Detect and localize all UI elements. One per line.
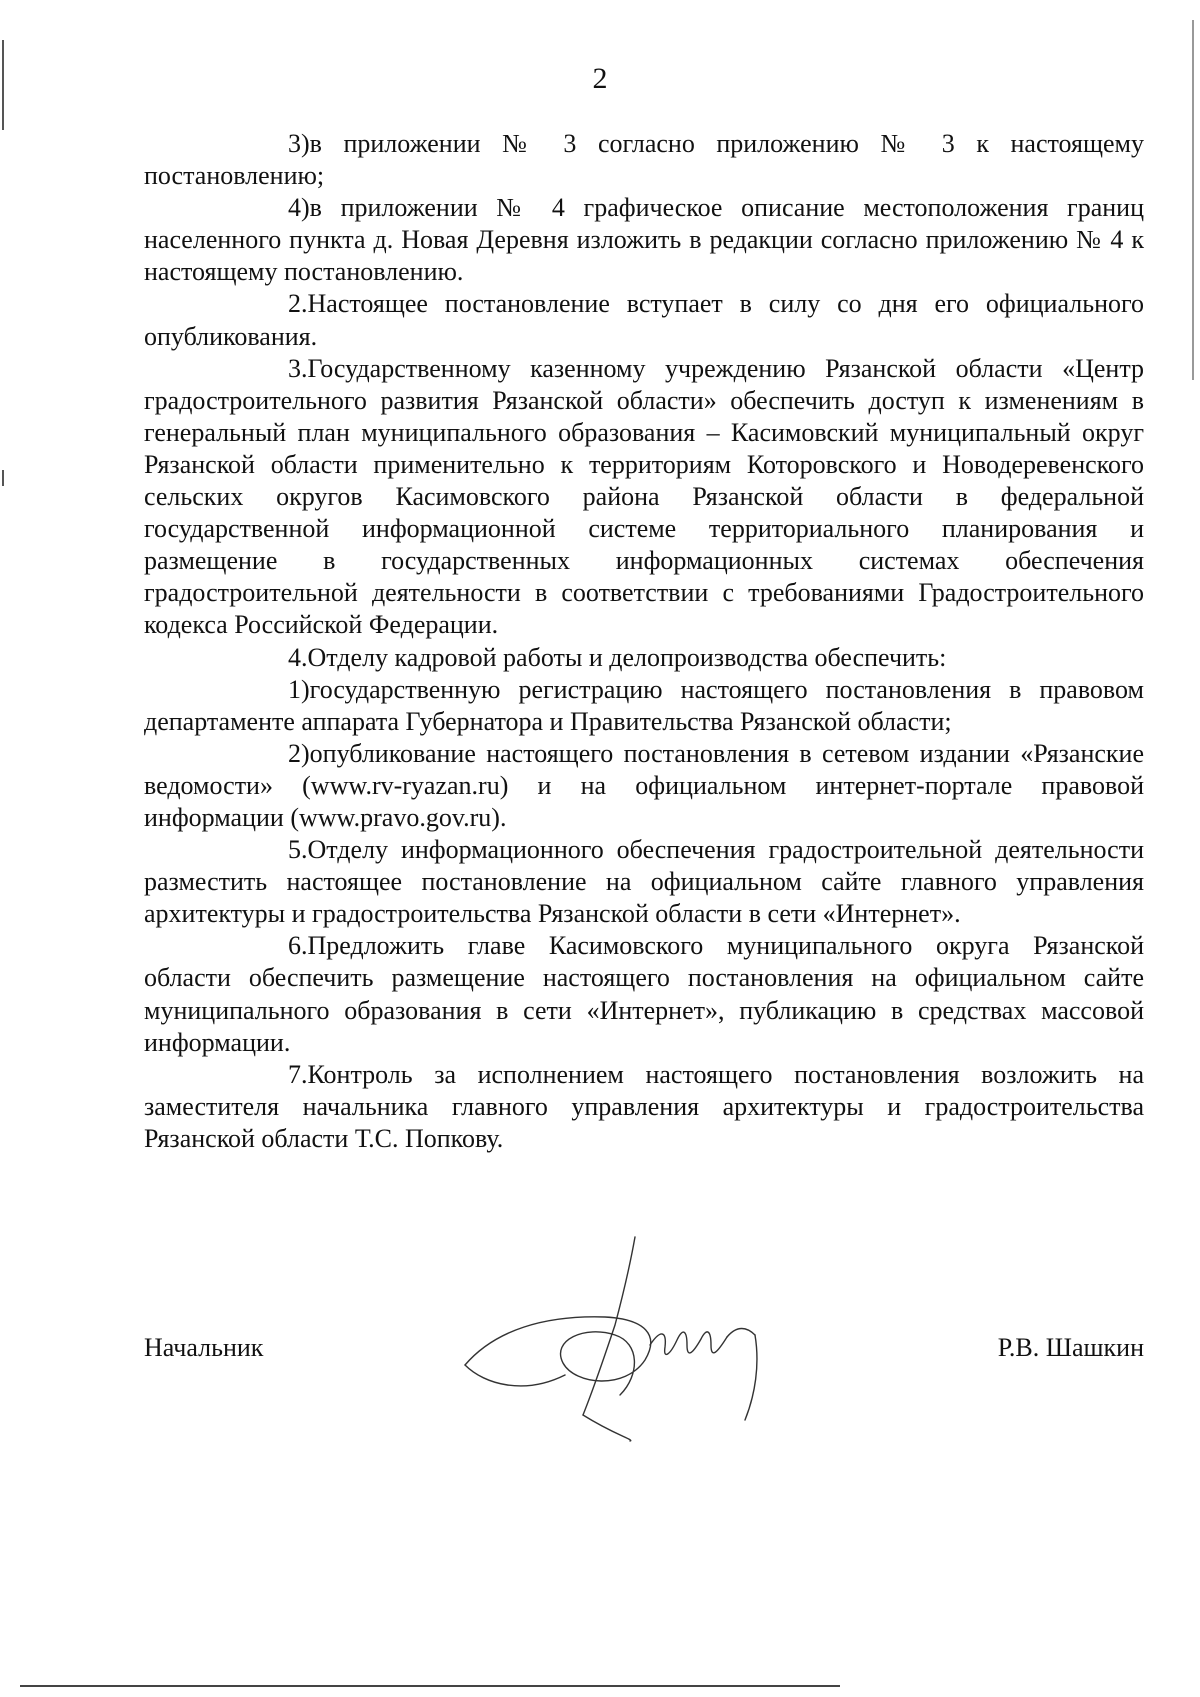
clause-text: в приложении № 3 согласно приложению № 3 к настоящему постановлению;: [144, 129, 1144, 191]
clause-number: 2.: [288, 289, 308, 319]
clause-4-2-publication: [144, 738, 1144, 834]
clause-text: опубликование настоящего постановления в сетевом издании «Рязанские ведомости» (www.rv-ryazan.ru) и на официальном интернет-портале правовой информации (www.pravo.gov.ru).: [144, 738, 1144, 832]
clause-text: Отделу кадровой работы и делопроизводства обеспечить:: [307, 642, 947, 672]
clause-number: 2): [288, 738, 310, 768]
clause-text: Предложить главе Касимовского муниципального округа Рязанской области обеспечить размещение настоящего постановления на официальном сайте муниципального образования в сети «Интернет», публикацию в средствах массовой информации.: [144, 931, 1144, 1057]
signatory-name: Р.В. Шашкин: [997, 1333, 1144, 1362]
signature-block: [144, 1325, 1144, 1375]
clause-2-effective-date: [144, 288, 1144, 352]
clause-number: 3.: [288, 353, 308, 383]
clause-number: 1): [288, 674, 310, 704]
signatory-position: Начальник: [144, 1333, 264, 1362]
clause-number: 5.: [288, 835, 308, 865]
clause-number: 4): [288, 193, 310, 223]
clause-3-appendix-3: [144, 128, 1144, 192]
page-number: 2: [592, 62, 608, 95]
scan-edge-mark: [2, 40, 4, 130]
document-body: [144, 128, 1144, 1155]
clause-text: Контроль за исполнением настоящего постановления возложить на заместителя начальника главного управления архитектуры и градостроительства Рязанской области Т.С. Попкову.: [144, 1059, 1144, 1153]
clause-4-personnel: [144, 642, 1144, 674]
clause-6-municipal: [144, 930, 1144, 1058]
clause-7-control: [144, 1059, 1144, 1155]
clause-text: Государственному казенному учреждению Рязанской области «Центр градостроительного развития Рязанской области» обеспечить доступ к изменениям в генеральный план муниципального образования – Касимовский муниципальный округ Рязанской области применительно к территориям Которовского и Новодеревенского сельских округов Касимовского района Рязанской области в федеральной государственной информационной системе территориального планирования и размещение в государственных информационных системах обеспечения градостроительной деятельности в соответствии с требованиями Градостроительного кодекса Российской Федерации.: [144, 353, 1144, 640]
clause-3-access: [144, 353, 1144, 642]
scan-edge-mark: [2, 470, 4, 486]
scan-edge-mark: [1192, 20, 1194, 380]
clause-4-1-registration: [144, 674, 1144, 738]
clause-4-appendix-4: [144, 192, 1144, 288]
clause-text: Отделу информационного обеспечения градостроительной деятельности разместить настоящее постановление на официальном сайте главного управления архитектуры и градостроительства Рязанской области в сети «Интернет».: [144, 835, 1144, 929]
clause-5-website: [144, 834, 1144, 930]
clause-text: государственную регистрацию настоящего постановления в правовом департаменте аппарата Губернатора и Правительства Рязанской области;: [144, 674, 1144, 736]
clause-text: в приложении № 4 графическое описание местоположения границ населенного пункта д. Новая Деревня изложить в редакции согласно приложению № 4 к настоящему постановлению.: [144, 193, 1144, 287]
clause-text: Настоящее постановление вступает в силу со дня его официального опубликования.: [144, 289, 1144, 351]
scan-bottom-rule: [20, 1685, 840, 1687]
clause-number: 3): [288, 129, 310, 158]
clause-number: 4.: [288, 642, 308, 672]
clause-number: 7.: [288, 1059, 308, 1089]
clause-number: 6.: [288, 931, 308, 961]
